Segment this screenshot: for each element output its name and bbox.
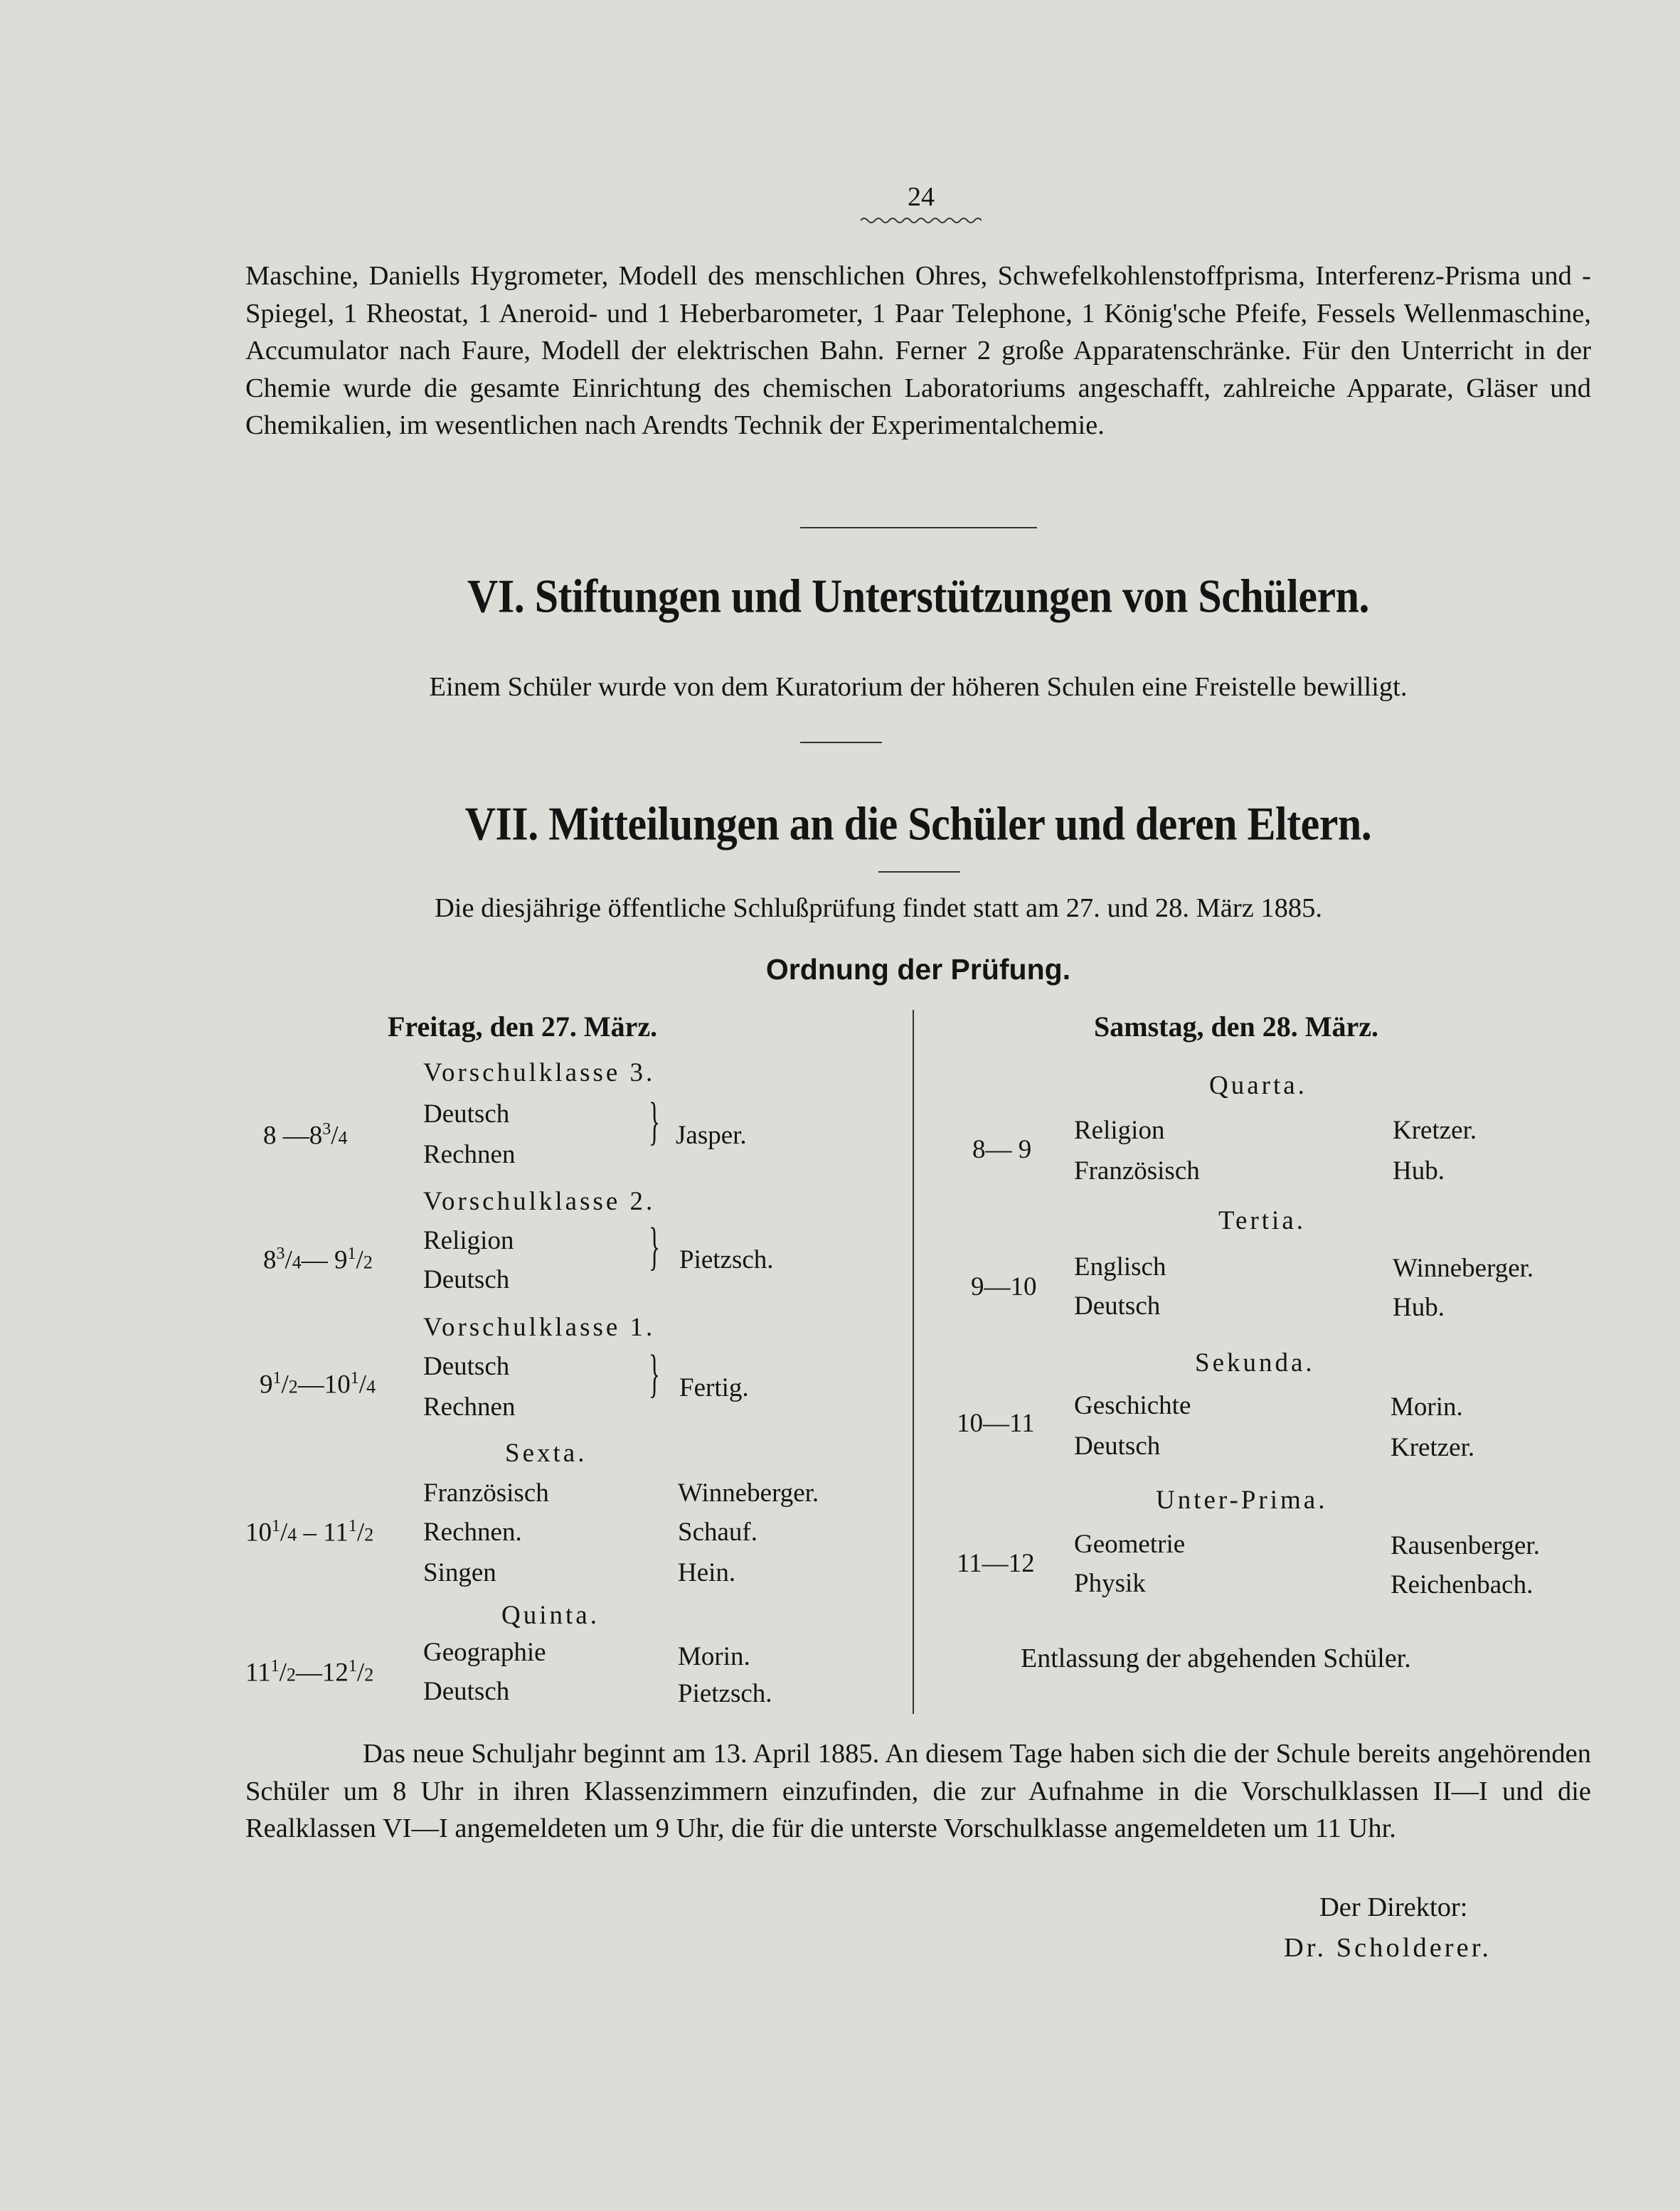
- section-divider-short-2: [878, 871, 960, 873]
- class-label: Sexta.: [505, 1439, 588, 1468]
- class-label: Quinta.: [501, 1601, 600, 1630]
- subject: Französisch: [423, 1479, 549, 1508]
- teacher: Rausenberger.: [1391, 1531, 1540, 1560]
- friday-heading: Freitag, den 27. März.: [388, 1011, 658, 1043]
- time-slot: 10—11: [957, 1409, 1035, 1438]
- teacher: Kretzer.: [1393, 1116, 1477, 1145]
- teacher: Reichenbach.: [1391, 1570, 1533, 1599]
- class-label: Unter-Prima.: [1156, 1486, 1328, 1515]
- time-slot: 11—12: [957, 1549, 1035, 1578]
- class-label: Quarta.: [1209, 1071, 1307, 1100]
- class-label: Vorschulklasse 3.: [423, 1058, 656, 1087]
- teacher: Pietzsch.: [678, 1679, 772, 1708]
- brace: }: [649, 1345, 660, 1403]
- teacher: Hein.: [678, 1558, 736, 1587]
- time-slot: $11^1/2—12^1/2$: [245, 1657, 374, 1688]
- class-label: Vorschulklasse 1.: [423, 1313, 656, 1342]
- ornament-squiggle: [861, 215, 982, 225]
- subject: Religion: [423, 1226, 514, 1255]
- subject: Geschichte: [1074, 1391, 1191, 1420]
- subject: Deutsch: [423, 1677, 510, 1706]
- schedule-title: Ordnung der Prüfung.: [765, 953, 1071, 986]
- page-number: 24: [908, 182, 935, 212]
- section-6-title: VI. Stiftungen und Unterstützungen von Schülern.: [467, 570, 1369, 623]
- class-label: Vorschulklasse 2.: [423, 1187, 656, 1216]
- teacher: Winneberger.: [678, 1479, 819, 1508]
- teacher: Morin.: [1391, 1392, 1463, 1422]
- subject: Deutsch: [423, 1265, 510, 1294]
- class-label: Sekunda.: [1195, 1348, 1315, 1378]
- subject: Rechnen.: [423, 1518, 522, 1547]
- new-school-year-paragraph: Das neue Schuljahr beginnt am 13. April 1885. An diesem Tage haben sich die der Schule bereits angehörenden Schüler um 8 Uhr in ihren Klassenzimmern einzufinden, die zur Aufnahme in die Vorschulklassen II—I und die Realklassen VI—I angemeldeten um 9 Uhr, die für die unterste Vorschulklasse angemeldeten um 11 Uhr.: [245, 1739, 1591, 1843]
- exam-announcement: Die diesjährige öffentliche Schlußprüfung findet statt am 27. und 28. März 1885.: [434, 893, 1323, 923]
- subject: Deutsch: [1074, 1291, 1161, 1321]
- teacher: Morin.: [678, 1642, 750, 1671]
- section-divider-short: [800, 742, 882, 743]
- time-slot: 8 $—8^3/4$: [263, 1120, 348, 1151]
- subject: Englisch: [1074, 1252, 1166, 1282]
- subject: Singen: [423, 1558, 496, 1587]
- brace: }: [649, 1218, 660, 1276]
- subject: Physik: [1074, 1569, 1146, 1598]
- section-6-text: Einem Schüler wurde von dem Kuratorium der höheren Schulen eine Freistelle bewilligt.: [429, 672, 1408, 702]
- teacher: Hub.: [1393, 1293, 1445, 1322]
- subject: Deutsch: [423, 1352, 510, 1381]
- subject: Französisch: [1074, 1156, 1200, 1186]
- teacher: Fertig.: [679, 1373, 749, 1402]
- teacher: Pietzsch.: [679, 1245, 774, 1274]
- saturday-heading: Samstag, den 28. März.: [1094, 1011, 1378, 1043]
- subject: Geometrie: [1074, 1530, 1186, 1559]
- teacher: Kretzer.: [1391, 1433, 1475, 1462]
- dismissal-note: Entlassung der abgehenden Schüler.: [1021, 1643, 1411, 1673]
- intro-paragraph: Maschine, Daniells Hygrometer, Modell des menschlichen Ohres, Schwefelkohlenstoffprisma, Interferenz-Prisma und -Spiegel, 1 Rheostat, 1 Aneroid- und 1 Heberbarometer, 1 Paar Telephone, 1 König'sche Pfeife, Fessels Wellenmaschine, Accumulator nach Faure, Modell der elektrischen Bahn. Ferner 2 große Apparatenschränke. Für den Unterricht in der Chemie wurde die gesamte Einrichtung des chemischen Laboratoriums angeschafft, zahlreiche Apparate, Gläser und Chemikalien, im wesentlichen nach Arendts Technik der Experimentalchemie.: [245, 261, 1591, 440]
- brace: }: [649, 1092, 660, 1151]
- signature-role: Der Direktor:: [1319, 1892, 1468, 1922]
- subject: Geographie: [423, 1638, 546, 1667]
- section-7-title: VII. Mitteilungen an die Schüler und deren Eltern.: [464, 797, 1372, 851]
- time-slot: 8— 9: [972, 1135, 1032, 1164]
- time-slot: $10^1/4 - 11^1/2$: [245, 1517, 374, 1547]
- class-label: Tertia.: [1218, 1206, 1306, 1235]
- teacher: Winneberger.: [1393, 1254, 1534, 1283]
- time-slot: $9^1/2—10^1/4$: [260, 1369, 376, 1400]
- time-slot: $8^3/4—$ $9^1/2$: [263, 1245, 373, 1275]
- subject: Deutsch: [1074, 1432, 1161, 1461]
- time-slot: 9—10: [971, 1272, 1037, 1301]
- teacher: Jasper.: [676, 1121, 747, 1150]
- subject: Rechnen: [423, 1140, 516, 1169]
- signature-name: Dr. Scholderer.: [1284, 1933, 1492, 1963]
- teacher: Hub.: [1393, 1156, 1445, 1186]
- teacher: Schauf.: [678, 1518, 757, 1547]
- section-divider: [800, 527, 1037, 528]
- subject: Deutsch: [423, 1099, 510, 1129]
- subject: Rechnen: [423, 1392, 516, 1422]
- column-divider: [913, 1010, 914, 1714]
- subject: Religion: [1074, 1116, 1165, 1145]
